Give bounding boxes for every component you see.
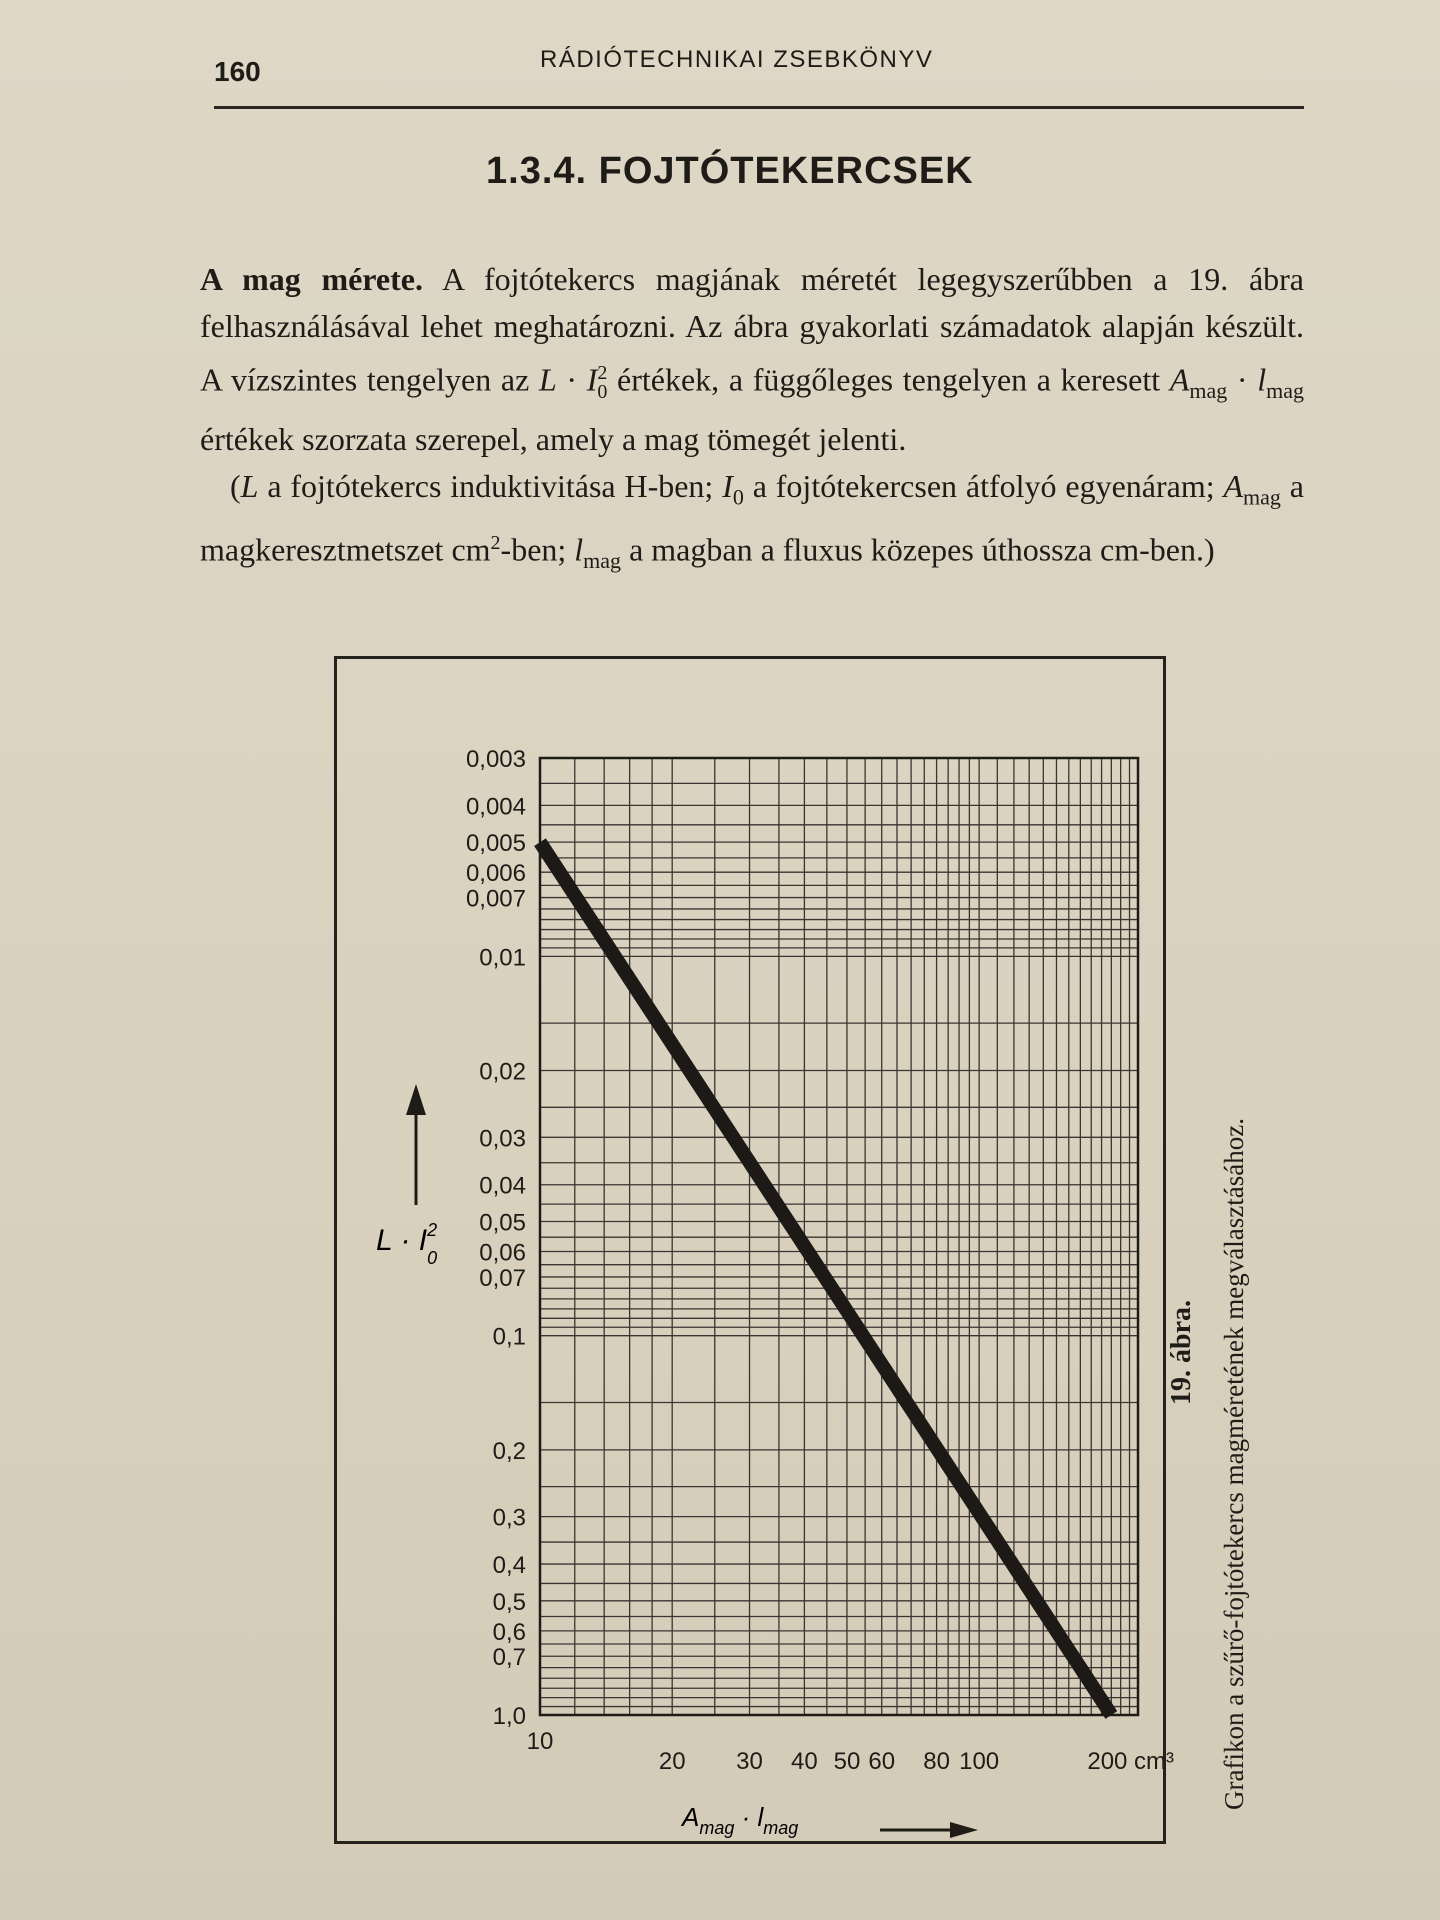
x-tick-label: 100 [959, 1748, 1000, 1775]
y-tick-label: 0,005 [465, 830, 526, 858]
y-tick-label: 0,02 [479, 1058, 526, 1086]
x-tick-label: 60 [868, 1748, 896, 1775]
y-tick-label: 0,01 [479, 944, 526, 972]
y-tick-label: 0,04 [479, 1172, 526, 1200]
grid-minor [540, 758, 1138, 1715]
subscript: mag [583, 548, 622, 574]
x-axis-arrow-icon [950, 1822, 978, 1838]
text-run: értékek szorzata szerepel, amely a mag tömegét jelenti. [200, 421, 907, 458]
superscript: 2 [490, 532, 501, 555]
x-tick-label: 10 [526, 1728, 554, 1755]
text-run: · [556, 361, 587, 398]
symbol-l: l [574, 532, 584, 569]
text-run: a fojtótekercs induktivitása H-ben; [258, 468, 723, 505]
text-run: a magkeresztmetszet cm [200, 468, 1305, 569]
symbol-l: l [1257, 361, 1267, 398]
y-tick-label: 0,1 [492, 1323, 526, 1351]
section-title: 1.3.4. FOJTÓTEKERCSEK [486, 150, 974, 192]
symbol-A: A [1223, 468, 1244, 505]
x-axis-label: $A_{mag} \cdot l_{mag}$ [682, 1802, 799, 1838]
y-tick-label: 0,07 [479, 1264, 526, 1292]
y-tick-label: 0,006 [465, 860, 526, 888]
text-run: értékek, a függőleges tengelyen a keresett [607, 361, 1170, 398]
x-tick-label: 30 [736, 1748, 763, 1775]
y-axis-arrow-icon [406, 1084, 426, 1115]
subscript: 0 [732, 484, 744, 510]
y-tick-label: 0,4 [492, 1552, 526, 1580]
subscript: mag [1266, 378, 1305, 404]
y-tick-labels [466, 746, 526, 1730]
y-tick-label: 1,0 [492, 1703, 526, 1730]
y-tick-label: 0,03 [479, 1125, 526, 1153]
subscript: 0 [597, 381, 608, 404]
y-tick-label: 0,004 [465, 793, 526, 821]
caption-svg [1150, 1070, 1440, 1810]
symbol-L: L [538, 361, 557, 398]
y-axis-label: $L \cdot I^2$ 0 [376, 1220, 438, 1268]
y-tick-label: 0,05 [479, 1209, 526, 1237]
x-tick-label: 200 cm³ [1087, 1748, 1175, 1775]
symbol-I: I [586, 361, 598, 398]
subscript: mag [1243, 484, 1281, 510]
text-run: A fojtótekercs magjának méretét legegyszerűbben a 19. ábra felhasználásával lehet meghatározni. Az ábra gyakorlati számadatok alapján készült. A vízszintes tengelyen az [200, 261, 1305, 398]
symbol-L: L [240, 468, 259, 505]
symbol-I: I [722, 468, 733, 505]
x-tick-label: 50 [833, 1748, 861, 1775]
page-number: 160 [214, 56, 261, 87]
x-tick-labels [527, 1728, 1174, 1775]
subscript: mag [1189, 378, 1228, 404]
y-tick-label: 0,003 [465, 746, 526, 773]
text-run: · [1227, 361, 1258, 398]
y-tick-label: 0,7 [492, 1644, 526, 1672]
symbol-A: A [1169, 361, 1190, 398]
figure-caption-text: Grafikon a szűrő-fojtótekercs magméretének megválasztásához. [1219, 1118, 1249, 1810]
figure-caption [1150, 1070, 1440, 1810]
x-tick-label: 40 [791, 1748, 818, 1775]
running-head: RÁDIÓTECHNIKAI ZSEBKÖNYV [540, 46, 934, 73]
text-run: a magban a fluxus közepes úthossza cm-ben.) [621, 532, 1215, 569]
paragraph-lead-in: A mag mérete. [200, 261, 423, 297]
x-tick-label: 20 [658, 1748, 686, 1775]
y-tick-label: 0,3 [492, 1504, 526, 1532]
text-run: ( [230, 468, 241, 505]
y-tick-label: 0,06 [479, 1239, 526, 1267]
text-run: a fojtótekercsen átfolyó egyenáram; [743, 468, 1224, 505]
y-tick-label: 0,2 [492, 1437, 526, 1465]
superscript: 2 [597, 362, 608, 384]
y-tick-label: 0,007 [465, 885, 526, 913]
y-tick-label: 0,6 [492, 1618, 526, 1646]
figure-caption-number: 19. ábra. [1166, 1300, 1197, 1405]
y-tick-label: 0,5 [492, 1588, 526, 1616]
x-tick-label: 80 [923, 1748, 950, 1775]
text-run: -ben; [500, 532, 575, 569]
